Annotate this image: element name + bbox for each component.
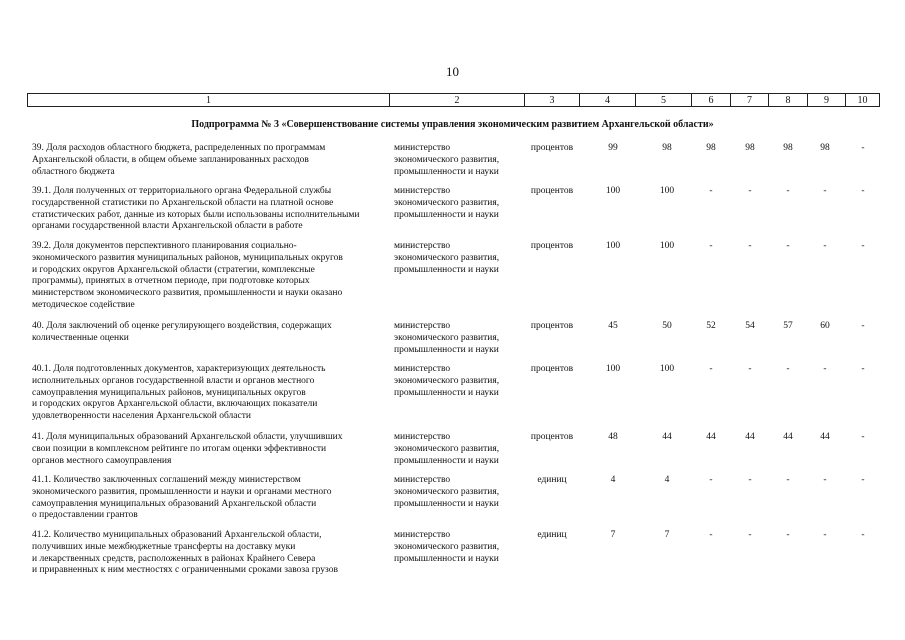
value-cell: 100	[659, 186, 675, 196]
value-cell: -	[748, 475, 752, 485]
responsible-body: министерство экономического развития, промышленности и науки	[394, 364, 500, 398]
value-cell: 7	[664, 530, 670, 540]
value-cell: -	[748, 186, 752, 196]
responsible-body: министерство экономического развития, промышленности и науки	[394, 432, 500, 466]
value-cell: 44	[662, 432, 672, 442]
table-row	[0, 321, 905, 364]
header-col: 5	[636, 94, 692, 107]
indicator-rows	[0, 143, 905, 585]
value-cell: 98	[820, 143, 830, 153]
responsible-body: министерство экономического развития, промышленности и науки	[394, 321, 500, 355]
unit: единиц	[537, 475, 567, 485]
value-cell: -	[748, 364, 752, 374]
responsible-body: министерство экономического развития, промышленности и науки	[394, 143, 500, 177]
header-col: 10	[846, 94, 880, 107]
value-cell: -	[823, 241, 827, 251]
indicator-name: 40.1. Доля подготовленных документов, характеризующих деятельность исполнительных органов государственной власти и органов местного самоуправления муниципальных районов, муниципальных округов и городских округов Архангельской области, включающих показатели удовлетворенности населения Архангельской области	[32, 364, 326, 422]
table-row	[0, 364, 905, 432]
value-cell: -	[861, 475, 865, 485]
indicator-name: 39.2. Доля документов перспективного планирования социально- экономического развития муниципальных районов, муниципальных округов и городских округов Архангельской области (стратегии, комплексные программы), принятых в отчетном периоде, при подготовке которых министерством экономического развития, промышленности и науки оказано методическое содействие	[32, 241, 343, 310]
value-cell: -	[861, 186, 865, 196]
unit: единиц	[537, 530, 567, 540]
value-cell: 44	[745, 432, 755, 442]
column-number-header	[27, 93, 880, 107]
indicator-name: 40. Доля заключений об оценке регулирующего воздействия, содержащих количественные оценки	[32, 321, 332, 343]
header-col: 8	[769, 94, 808, 107]
responsible-body: министерство экономического развития, промышленности и науки	[394, 530, 500, 564]
value-cell: 57	[783, 321, 793, 331]
value-cell: -	[748, 530, 752, 540]
value-cell: -	[823, 186, 827, 196]
unit: процентов	[530, 364, 574, 374]
table-row	[0, 530, 905, 585]
value-cell: 98	[662, 143, 672, 153]
value-cell: -	[861, 530, 865, 540]
value-cell: 44	[820, 432, 830, 442]
table-row	[0, 186, 905, 241]
table-row	[0, 241, 905, 321]
value-cell: -	[709, 475, 713, 485]
unit: процентов	[530, 143, 574, 153]
value-cell: 52	[706, 321, 716, 331]
header-col: 2	[390, 94, 525, 107]
unit: процентов	[530, 432, 574, 442]
value-cell: 98	[706, 143, 716, 153]
unit: процентов	[530, 186, 574, 196]
value-cell: 44	[783, 432, 793, 442]
value-cell: 60	[820, 321, 830, 331]
value-cell: 44	[706, 432, 716, 442]
value-cell: -	[786, 241, 790, 251]
value-cell: -	[709, 364, 713, 374]
indicator-name: 39.1. Доля полученных от территориального органа Федеральной службы государственной статистики по Архангельской области на платной основе статистических работ, данные из которых были использованы исполнительными органами государственной власти Архангельской области в работе	[32, 186, 360, 232]
responsible-body: министерство экономического развития, промышленности и науки	[394, 241, 500, 275]
value-cell: 4	[664, 475, 670, 485]
value-cell: 98	[783, 143, 793, 153]
responsible-body: министерство экономического развития, промышленности и науки	[394, 186, 500, 220]
value-cell: -	[823, 364, 827, 374]
value-cell: -	[861, 241, 865, 251]
responsible-body: министерство экономического развития, промышленности и науки	[394, 475, 500, 509]
table-row	[0, 432, 905, 475]
value-cell: -	[748, 241, 752, 251]
value-cell: -	[786, 364, 790, 374]
unit: процентов	[530, 241, 574, 251]
value-cell: -	[823, 530, 827, 540]
value-cell: -	[786, 475, 790, 485]
subprogram-title: Подпрограмма № 3 «Совершенствование системы управления экономическим развитием Архангельской области»	[191, 119, 714, 130]
indicator-name: 41.1. Количество заключенных соглашений между министерством экономического развития, промышленности и науки и органами местного самоуправления муниципальных образований Архангельской области о предоставлении грантов	[32, 475, 332, 521]
value-cell: 100	[605, 241, 621, 251]
value-cell: -	[709, 241, 713, 251]
header-col: 1	[28, 94, 390, 107]
value-cell: 100	[659, 364, 675, 374]
header-col: 3	[525, 94, 580, 107]
header-col: 7	[731, 94, 769, 107]
header-row	[28, 94, 880, 107]
header-col: 4	[580, 94, 636, 107]
value-cell: -	[709, 186, 713, 196]
indicator-name: 41. Доля муниципальных образований Архангельской области, улучшивших свои позиции в комплексном рейтинге по итогам оценки эффективности органов местного самоуправления	[32, 432, 343, 466]
table-row	[0, 143, 905, 186]
indicator-name: 39. Доля расходов областного бюджета, распределенных по программам Архангельской области, в общем объеме запланированных расходов областного бюджета	[32, 143, 326, 177]
value-cell: -	[786, 530, 790, 540]
value-cell: 45	[608, 321, 618, 331]
value-cell: -	[861, 364, 865, 374]
value-cell: 48	[608, 432, 618, 442]
header-col: 9	[808, 94, 846, 107]
value-cell: 99	[608, 143, 618, 153]
header-col: 6	[692, 94, 731, 107]
value-cell: 50	[662, 321, 672, 331]
value-cell: -	[861, 321, 865, 331]
unit: процентов	[530, 321, 574, 331]
value-cell: 98	[745, 143, 755, 153]
page-number: 10	[446, 64, 459, 79]
value-cell: 7	[610, 530, 616, 540]
value-cell: -	[709, 530, 713, 540]
value-cell: 100	[605, 364, 621, 374]
value-cell: -	[786, 186, 790, 196]
value-cell: 54	[745, 321, 755, 331]
value-cell: 4	[610, 475, 616, 485]
value-cell: 100	[659, 241, 675, 251]
value-cell: 100	[605, 186, 621, 196]
value-cell: -	[861, 143, 865, 153]
indicator-name: 41.2. Количество муниципальных образований Архангельской области, получивших иные межбюджетные трансферты на доставку муки и лекарственных средств, расположенных в районах Крайнего Севера и приравненных к ним местностях с ограниченными сроками завоза грузов	[32, 530, 338, 576]
value-cell: -	[823, 475, 827, 485]
table-row	[0, 475, 905, 530]
value-cell: -	[861, 432, 865, 442]
